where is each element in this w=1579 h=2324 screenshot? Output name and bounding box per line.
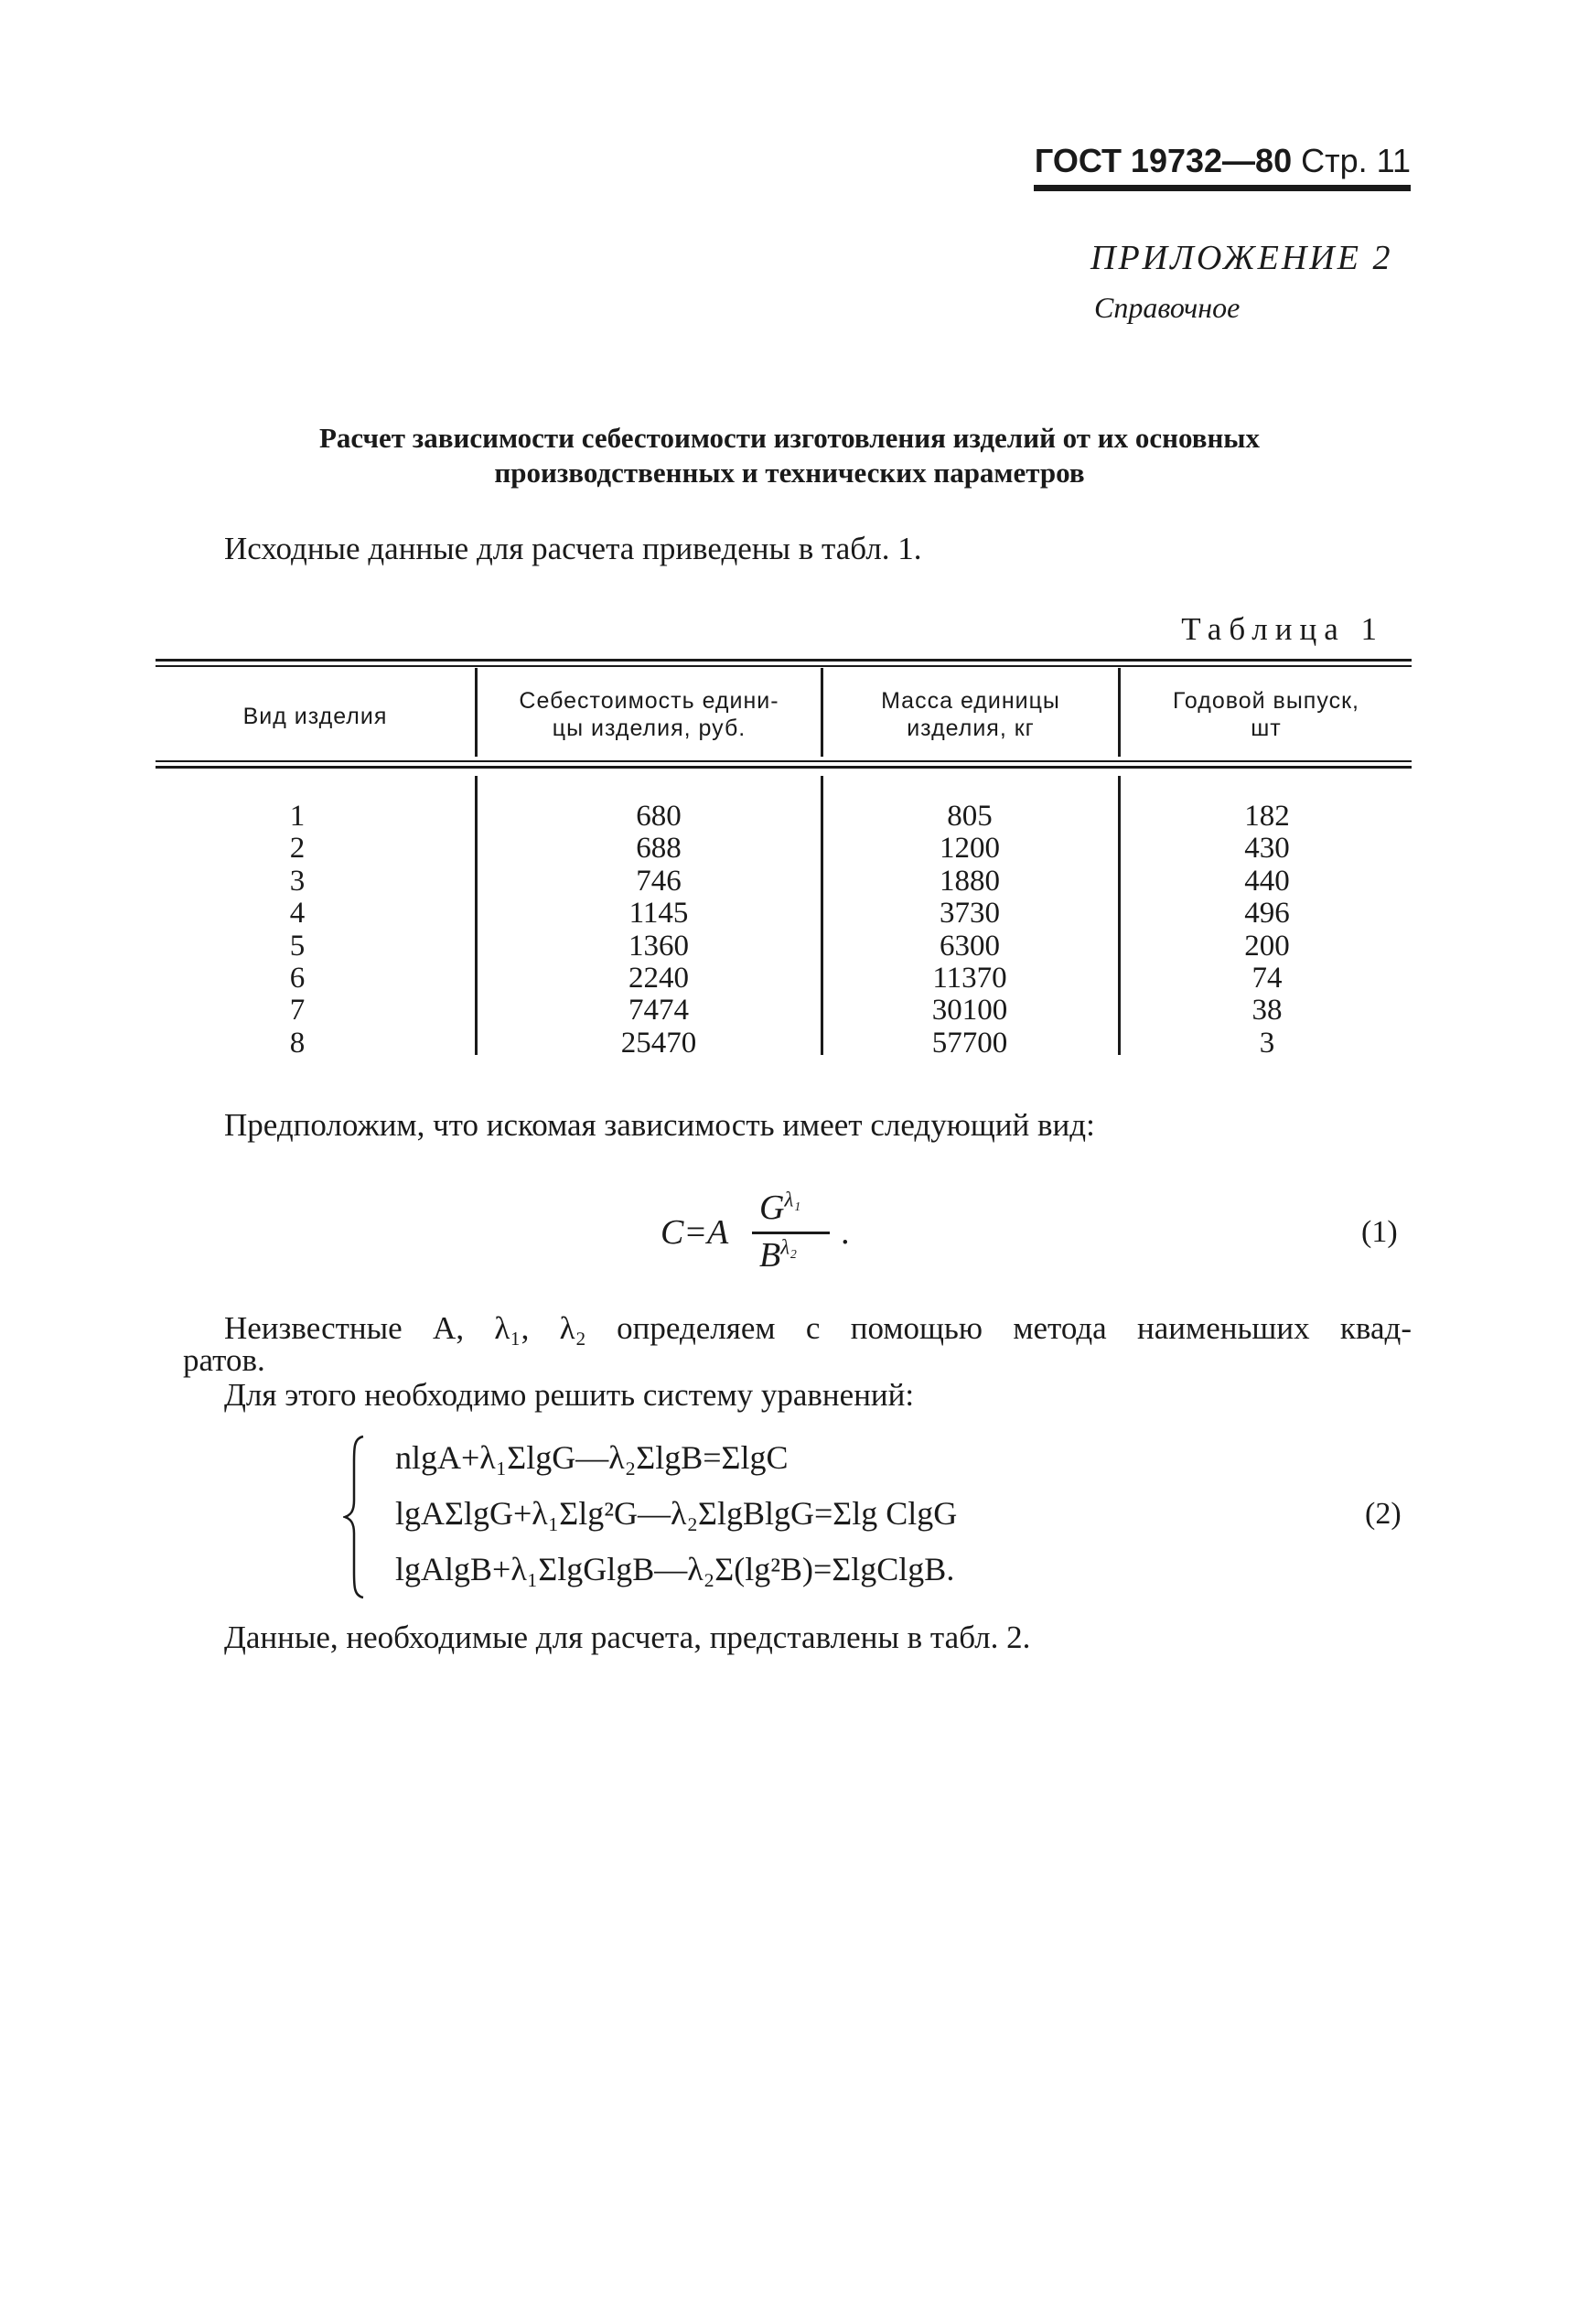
table-cell: 440 [1244, 864, 1290, 898]
body-divider-2 [821, 776, 823, 1055]
section-title-line-1: Расчет зависимости себестоимости изготовления изделий от их основных [318, 422, 1261, 454]
system-equation-3: lgAlgB+λ₁ΣlgGlgB—λ₂Σ(lg²B)=ΣlgClgB. [395, 1551, 955, 1587]
unknowns-line-1: Неизвестные A, λ₁, λ₂ определяем с помощью метода наименьших квад- [224, 1310, 1412, 1346]
table-cell: 680 [636, 800, 682, 833]
table-cell: 688 [636, 832, 682, 866]
appendix-type: Справочное [1094, 291, 1241, 324]
table-cell: 7474 [628, 994, 689, 1028]
table-cell: 57700 [931, 1026, 1008, 1060]
table-top-rule [156, 659, 1412, 662]
table-cell: 1880 [940, 864, 1000, 898]
table-cell: 1 [289, 800, 306, 833]
unknowns-line-2: ратов. [183, 1342, 265, 1378]
header-product-type: Вид изделия [242, 704, 388, 729]
table-cell: 7 [289, 994, 306, 1028]
table-cell: 496 [1244, 897, 1290, 931]
column-product-type [229, 801, 366, 1060]
formula-lhs: C=A [661, 1213, 729, 1252]
header-bottom-rule [156, 760, 1412, 762]
table-cell: 1200 [940, 832, 1000, 866]
table-cell: 2240 [628, 961, 689, 995]
table-cell: 11370 [932, 961, 1007, 995]
table-cell: 6300 [940, 929, 1000, 963]
page-header [1035, 142, 1411, 180]
table-cell: 2 [289, 832, 306, 866]
table-cell: 5 [289, 929, 306, 963]
table-cell: 182 [1244, 800, 1290, 833]
fraction-bar [752, 1232, 830, 1234]
table-cell: 4 [289, 897, 306, 931]
table-cell: 74 [1251, 961, 1283, 995]
formula-numerator: $G^{\lambda_1}$ [759, 1188, 801, 1227]
table-cell: 6 [289, 961, 306, 995]
equation-number-1: (1) [1361, 1215, 1398, 1249]
column-annual-output [1176, 801, 1359, 1060]
section-title [183, 421, 1396, 490]
table-cell: 200 [1244, 929, 1290, 963]
page-number: Стр. 11 [1301, 142, 1411, 179]
system-intro: Для этого необходимо решить систему уравнений: [224, 1377, 915, 1413]
system-equation-2: lgAΣlgG+λ₁Σlg²G—λ₂ΣlgBlgG=Σlg ClgG [395, 1495, 958, 1532]
header-unit-cost: Себестоимость едини- цы изделия, руб. [519, 688, 779, 741]
table-cell: 805 [947, 800, 993, 833]
section-title-line-2: производственных и технических параметров [494, 457, 1085, 489]
header-bottom-rule-2 [156, 766, 1412, 769]
table-cell: 1145 [628, 897, 689, 931]
table-cell: 3 [1259, 1026, 1275, 1060]
table-cell: 38 [1251, 994, 1283, 1028]
table-top-rule-2 [156, 665, 1412, 667]
formula-period: . [842, 1213, 851, 1252]
table-cell: 30100 [931, 994, 1008, 1028]
table-cell: 746 [636, 864, 682, 898]
table-cell: 8 [289, 1026, 306, 1060]
header-unit-mass: Масса единицы изделия, кг [881, 688, 1060, 741]
header-rule [1034, 185, 1411, 191]
body-divider-1 [475, 776, 478, 1055]
body-divider-3 [1118, 776, 1121, 1055]
system-brace [343, 1435, 371, 1599]
table-cell: 3 [289, 864, 306, 898]
table-cell: 3730 [940, 897, 1000, 931]
assumption-paragraph: Предположим, что искомая зависимость имеет следующий вид: [224, 1107, 1095, 1143]
column-unit-cost [567, 801, 750, 1060]
table-caption: Таблица 1 [1181, 611, 1384, 647]
header-annual-output: Годовой выпуск, шт [1173, 688, 1359, 741]
appendix-title: ПРИЛОЖЕНИЕ 2 [1090, 239, 1393, 277]
intro-paragraph: Исходные данные для расчета приведены в табл. 1. [224, 531, 922, 566]
system-equation-1: nlgA+λ₁ΣlgG—λ₂ΣlgB=ΣlgC [395, 1439, 789, 1476]
table-cell: 25470 [620, 1026, 697, 1060]
formula-denominator: $B^{\lambda_2}$ [759, 1235, 798, 1275]
closing-paragraph: Данные, необходимые для расчета, представлены в табл. 2. [224, 1619, 1031, 1655]
equation-number-2: (2) [1365, 1497, 1402, 1531]
column-unit-mass [878, 801, 1061, 1060]
table-cell: 1360 [628, 929, 689, 963]
standard-number: ГОСТ 19732—80 [1034, 142, 1293, 179]
table-cell: 430 [1244, 832, 1290, 866]
